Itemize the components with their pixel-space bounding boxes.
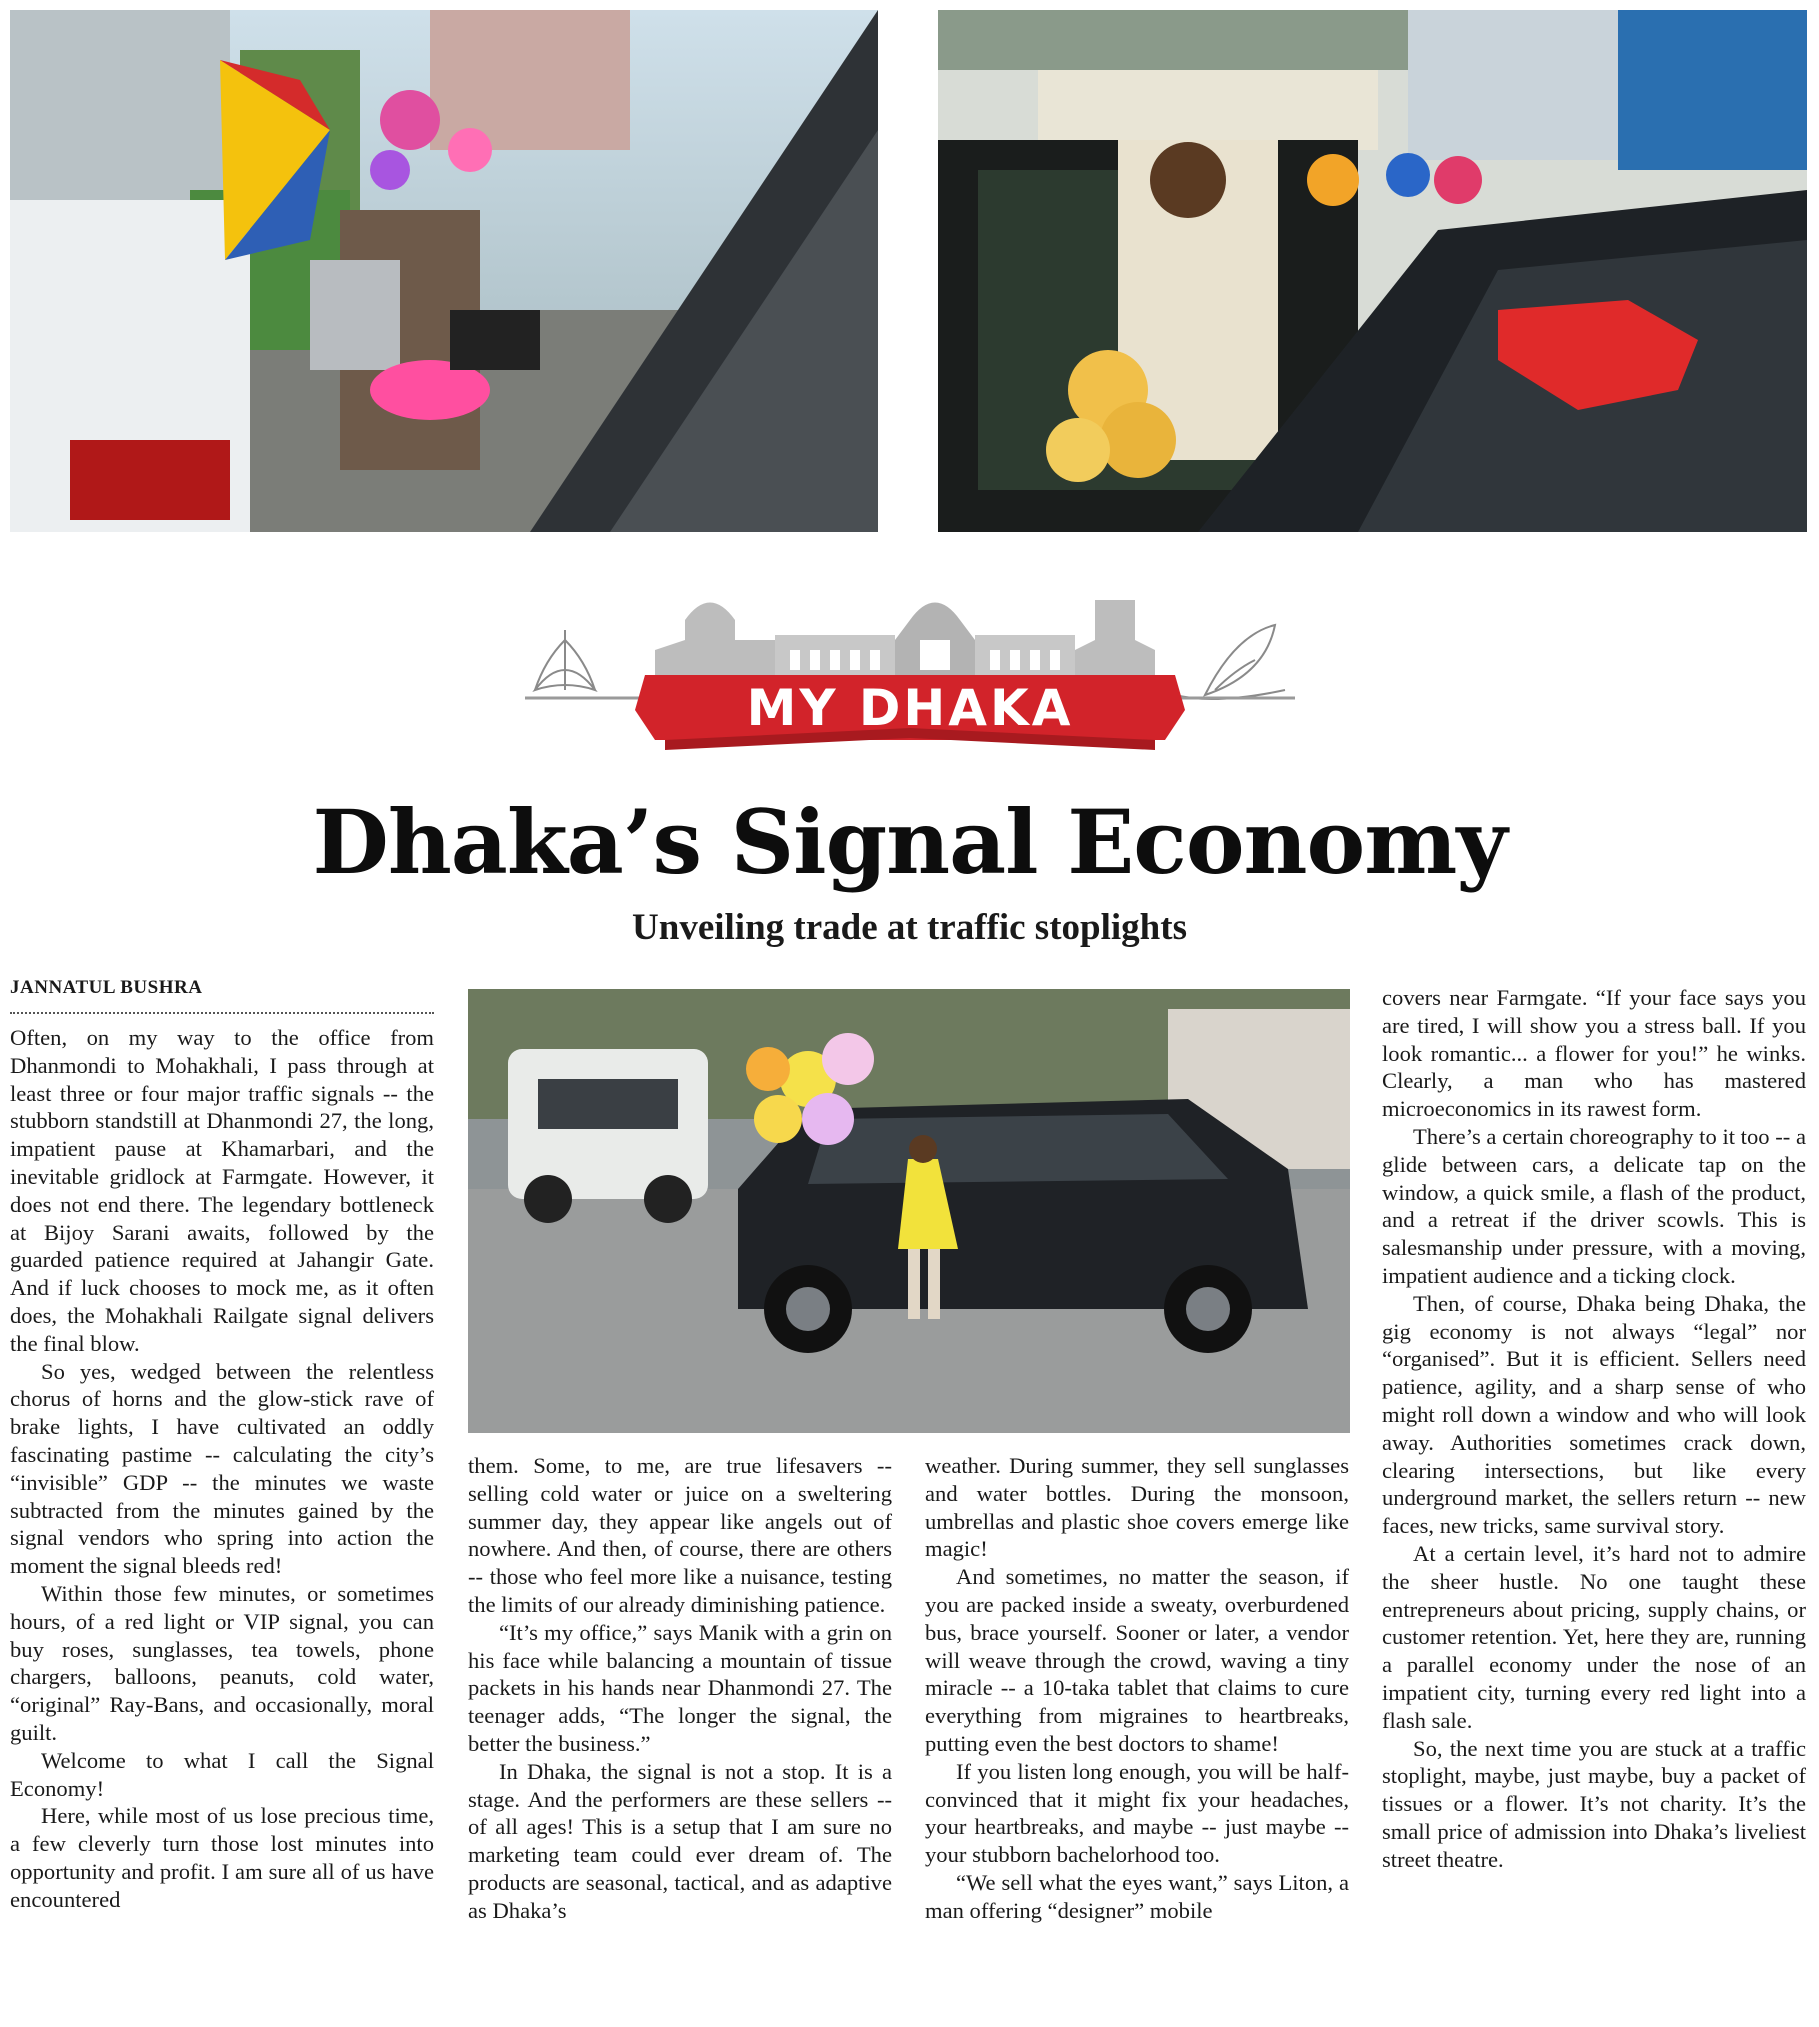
article-column-3 xyxy=(925,1452,1349,1925)
article-paragraph: So, the next time you are stuck at a traffic stoplight, maybe, just maybe, buy a packet of tissues or a flower. It’s not charity. It’s the small price of admission into Dhaka’s liveliest street theatre. xyxy=(1382,1735,1806,1872)
article-paragraph: And sometimes, no matter the season, if you are packed inside a sweaty, overburdened bus, brace yourself. Sooner or later, a vendor will weave through the crowd, waving a tiny miracle -- a 10-taka tablet that claims to cure everything from migraines to heartbreaks, putting even the best doctors to shame! xyxy=(925,1564,1349,1756)
article-paragraph: Then, of course, Dhaka being Dhaka, the gig economy is not always “legal” nor “organised”. But it is efficient. Sellers need patience, agility, and a sharp sense of who might roll down a window and who will look away. Authorities sometimes crack down, clearing intersections, but like every underground market, the sellers return -- new faces, new tricks, same survival story. xyxy=(1382,1290,1806,1539)
article-paragraph: If you listen long enough, you will be half-convinced that it might fix your headaches, your heartbreaks, and maybe -- just maybe -- your stubborn bachelorhood too. xyxy=(925,1758,1349,1868)
section-logo-label: MY DHAKA xyxy=(746,679,1074,737)
byline-divider xyxy=(10,1012,434,1014)
article-paragraph: covers near Farmgate. “If your face says you are tired, I will show you a stress ball. If you look romantic... a flower for you!” he winks. Clearly, a man who has mastered microeconomics in its rawest form. xyxy=(1382,985,1806,1122)
article-paragraph: weather. During summer, they sell sunglasses and water bottles. During the monsoon, umbrellas and plastic shoe covers emerge like magic! xyxy=(925,1453,1349,1562)
my-dhaka-skyline-icon xyxy=(515,580,1305,758)
photo-umbrella-vendor-image xyxy=(10,10,878,532)
photo-balloon-seller xyxy=(468,989,1350,1433)
article-column-2 xyxy=(468,1452,892,1925)
photo-umbrella-vendor xyxy=(10,10,878,532)
article-paragraph: “It’s my office,” says Manik with a grin on his face while balancing a mountain of tissue packets in his hands near Dhanmondi 27. The teenager adds, “The longer the signal, the better the business.” xyxy=(468,1619,892,1756)
article-column-1 xyxy=(10,1024,434,1914)
article-paragraph: “We sell what the eyes want,” says Liton, a man offering “designer” mobile xyxy=(925,1869,1349,1923)
photo-fruit-vendor xyxy=(938,10,1807,532)
article-paragraph: At a certain level, it’s hard not to admire the sheer hustle. No one taught these entrepreneurs about pricing, supply chains, or customer retention. Yet, here they are, running a parallel economy under the nose of an impatient city, turning every red light into a flash sale. xyxy=(1382,1540,1806,1733)
article-paragraph: Within those few minutes, or sometimes hours, of a red light or VIP signal, you can buy roses, sunglasses, tea towels, phone chargers, balloons, peanuts, cold water, “original” Ray-Bans, and occasionally, moral guilt. xyxy=(10,1580,434,1745)
photo-balloon-seller-image xyxy=(468,989,1350,1433)
article-headline: Dhaka’s Signal Economy xyxy=(312,790,1507,894)
article-paragraph: There’s a certain choreography to it too -- a glide between cars, a delicate tap on the window, a quick smile, a flash of the product, and a retreat if the driver scowls. This is salesmanship under pressure, with a moving, impatient audience and a ticking clock. xyxy=(1382,1123,1806,1288)
article-subhead: Unveiling trade at traffic stoplights xyxy=(632,907,1187,948)
article-byline: JANNATUL BUSHRA xyxy=(10,977,203,998)
article-column-4 xyxy=(1382,984,1806,1874)
photo-fruit-vendor-image xyxy=(938,10,1807,532)
article-paragraph: them. Some, to me, are true lifesavers -- selling cold water or juice on a sweltering summer day, they appear like angels out of nowhere. And then, of course, there are others -- those who feel more like a nuisance, testing the limits of our already diminishing patience. xyxy=(468,1453,892,1617)
article-paragraph: Welcome to what I call the Signal Economy! xyxy=(10,1747,434,1801)
article-paragraph: In Dhaka, the signal is not a stop. It is a stage. And the performers are these sellers -- of all ages! This is a setup that I am sure no marketing team could ever dream of. The products are seasonal, tactical, and as adaptive as Dhaka’s xyxy=(468,1758,892,1923)
article-paragraph: Often, on my way to the office from Dhanmondi to Mohakhali, I pass through at least three or four major traffic signals -- the stubborn standstill at Dhanmondi 27, the long, impatient pause at Khamarbari, and the inevitable gridlock at Farmgate. However, it does not end there. The legendary bottleneck at Bijoy Sarani awaits, followed by the guarded patience required at Jahangir Gate. And if luck chooses to mock me, as it often does, the Mohakhali Railgate signal delivers the final blow. xyxy=(10,1025,434,1356)
section-logo-my-dhaka xyxy=(515,580,1305,758)
article-paragraph: So yes, wedged between the relentless chorus of horns and the glow-stick rave of brake lights, I have cultivated an oddly fascinating pastime -- calculating the city’s “invisible” GDP -- the minutes we waste subtracted from the minutes gained by the signal vendors who spring into action the moment the signal bleeds red! xyxy=(10,1358,434,1579)
article-paragraph: Here, while most of us lose precious time, a few cleverly turn those lost minutes into opportunity and profit. I am sure all of us have encountered xyxy=(10,1803,434,1912)
